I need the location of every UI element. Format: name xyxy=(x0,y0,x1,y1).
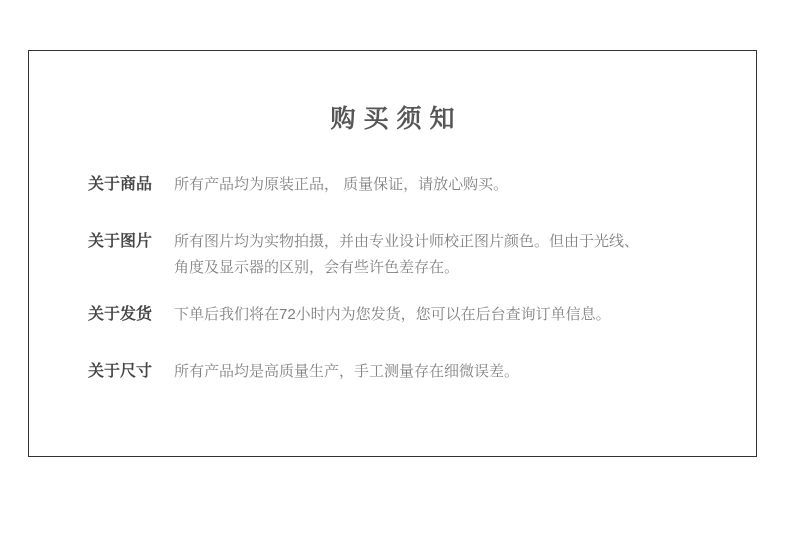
notice-title: 购买须知 xyxy=(330,105,463,133)
notice-text-image xyxy=(174,229,639,281)
notice-label-product: 关于商品 xyxy=(88,176,153,193)
notice-row-image xyxy=(88,229,716,281)
notice-rows xyxy=(29,172,756,385)
notice-row-product xyxy=(88,172,716,198)
notice-row-size xyxy=(88,359,716,385)
notice-text-shipping xyxy=(174,302,611,328)
notice-text-size xyxy=(174,359,519,385)
notice-row-shipping xyxy=(88,302,716,328)
notice-text-line: 角度及显示器的区别，会有些许色差存在。 xyxy=(174,259,460,276)
notice-text-line: 下单后我们将在72小时内为您发货，您可以在后台查询订单信息。 xyxy=(174,306,611,323)
purchase-notice-card xyxy=(28,50,757,457)
notice-text-product xyxy=(174,172,508,198)
notice-text-line: 所有图片均为实物拍摄，并由专业设计师校正图片颜色。但由于光线、 xyxy=(174,233,640,250)
notice-text-line: 所有产品均是高质量生产，手工测量存在细微误差。 xyxy=(174,363,520,380)
notice-label-image: 关于图片 xyxy=(88,233,153,250)
notice-label-shipping: 关于发货 xyxy=(88,306,153,323)
notice-label-size: 关于尺寸 xyxy=(88,363,153,380)
notice-text-line: 所有产品均为原装正品， 质量保证，请放心购买。 xyxy=(174,176,509,193)
